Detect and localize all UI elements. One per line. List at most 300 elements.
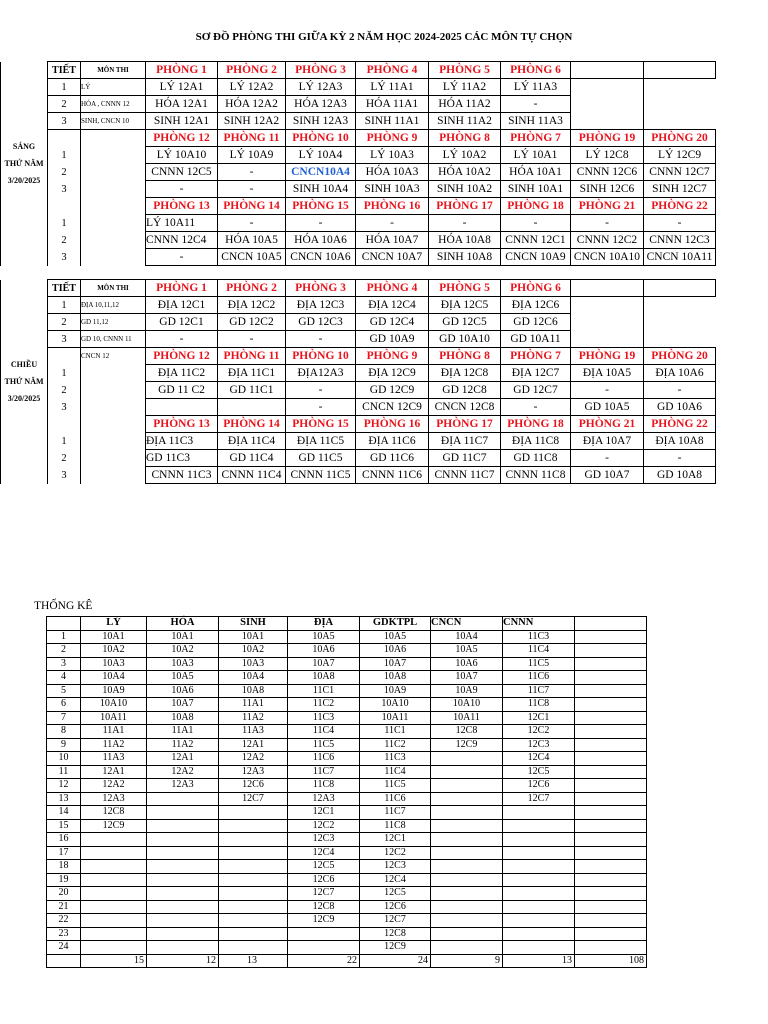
room-header <box>644 62 716 79</box>
tiet-number: 2 <box>48 232 81 249</box>
stats-class-cell: 12C7 <box>503 792 575 806</box>
mon-thi-header: MÔN THI <box>81 280 146 297</box>
stats-row-index: 20 <box>47 887 81 901</box>
session-cell <box>1 433 48 450</box>
room-header: PHÒNG 16 <box>356 198 429 215</box>
room-header: PHÒNG 22 <box>644 198 716 215</box>
session-label-cell <box>1 62 48 79</box>
stats-class-cell: 10A6 <box>360 644 431 658</box>
stats-class-cell: 12C1 <box>288 806 360 820</box>
stats-class-cell: 12C6 <box>503 779 575 793</box>
room-header: PHÒNG 7 <box>501 348 571 365</box>
mon-thi-header: MÔN THI <box>81 62 146 79</box>
exam-room-cell: GD 11C3 <box>146 450 218 467</box>
room-header <box>571 62 644 79</box>
exam-room-cell: LÝ 10A3 <box>356 147 429 164</box>
stats-row-index: 2 <box>47 644 81 658</box>
stats-class-cell <box>81 833 147 847</box>
stats-class-cell <box>219 846 288 860</box>
room-header: PHÒNG 14 <box>218 198 286 215</box>
stats-row-index: 3 <box>47 657 81 671</box>
stats-total-cell: 9 <box>431 954 503 968</box>
exam-room-cell: SINH 11A3 <box>501 113 571 130</box>
stats-class-cell <box>219 819 288 833</box>
room-header: PHÒNG 5 <box>429 280 501 297</box>
stats-class-cell: 12C3 <box>360 860 431 874</box>
stats-class-cell: 12C5 <box>288 860 360 874</box>
stats-class-cell: 12A2 <box>219 752 288 766</box>
stats-index-header <box>47 617 81 631</box>
stats-row-index: 5 <box>47 684 81 698</box>
exam-room-cell: - <box>146 331 218 348</box>
stats-class-cell <box>288 941 360 955</box>
stats-class-cell <box>147 927 219 941</box>
exam-room-cell: HÓA 12A3 <box>286 96 356 113</box>
exam-room-cell: SINH 10A1 <box>501 181 571 198</box>
exam-room-cell: SINH 10A4 <box>286 181 356 198</box>
exam-room-cell: LÝ 10A2 <box>429 147 501 164</box>
stats-row-index: 11 <box>47 765 81 779</box>
stats-class-cell: 12C3 <box>288 833 360 847</box>
stats-class-cell <box>147 833 219 847</box>
exam-room-cell: GD 11C8 <box>501 450 571 467</box>
stats-row-index: 8 <box>47 725 81 739</box>
exam-room-cell: ĐỊA12A3 <box>286 365 356 382</box>
room-header: PHÒNG 8 <box>429 348 501 365</box>
exam-room-cell <box>571 96 644 113</box>
subject-cell: GD 10, CNNN 11 <box>81 331 146 348</box>
stats-column-header: CNNN <box>503 617 575 631</box>
exam-room-cell: - <box>218 331 286 348</box>
tiet-number: 3 <box>48 249 81 266</box>
session-cell <box>1 130 48 198</box>
stats-class-cell <box>219 806 288 820</box>
stats-class-cell: 11C5 <box>503 657 575 671</box>
stats-class-cell: 10A5 <box>288 630 360 644</box>
stats-class-cell: 12A3 <box>81 792 147 806</box>
exam-room-cell: - <box>218 215 286 232</box>
stats-class-cell <box>503 846 575 860</box>
stats-class-cell: 10A3 <box>81 657 147 671</box>
exam-room-cell: CNCN 10A10 <box>571 249 644 266</box>
tiet-header: TIẾT <box>48 62 81 79</box>
stats-class-cell <box>219 833 288 847</box>
exam-room-cell: HÓA 10A2 <box>429 164 501 181</box>
subject-cell <box>81 399 146 416</box>
exam-room-cell: HÓA 10A5 <box>218 232 286 249</box>
stats-class-cell: 11C8 <box>503 698 575 712</box>
stats-total-label <box>47 954 81 968</box>
exam-room-cell: HÓA 11A1 <box>356 96 429 113</box>
stats-total-cell: 12 <box>147 954 219 968</box>
stats-row-index: 21 <box>47 900 81 914</box>
exam-room-cell: ĐỊA 11C3 <box>146 433 218 450</box>
room-header: PHÒNG 18 <box>501 198 571 215</box>
stats-class-cell: 12C1 <box>503 711 575 725</box>
page-title: SƠ ĐỒ PHÒNG THI GIỮA KỲ 2 NĂM HỌC 2024-2025 CÁC MÔN TỰ CHỌN <box>195 31 573 43</box>
stats-class-cell <box>81 941 147 955</box>
subject-cell <box>81 232 146 249</box>
stats-blank-cell <box>575 927 647 941</box>
exam-room-cell: CNNN 11C8 <box>501 467 571 484</box>
stats-class-cell: 10A1 <box>81 630 147 644</box>
session-label-line: CHIỀU <box>10 360 38 369</box>
exam-room-cell: CNCN 12C8 <box>429 399 501 416</box>
stats-blank-cell <box>575 860 647 874</box>
stats-blank-cell <box>575 711 647 725</box>
room-header: PHÒNG 2 <box>218 62 286 79</box>
stats-class-cell: 12C4 <box>503 752 575 766</box>
session-cell <box>1 348 48 416</box>
stats-row-index: 9 <box>47 738 81 752</box>
stats-class-cell: 12C9 <box>431 738 503 752</box>
exam-room-cell: SINH 12C7 <box>644 181 716 198</box>
stats-class-cell: 12C2 <box>360 846 431 860</box>
exam-room-cell: GD 11C6 <box>356 450 429 467</box>
stats-class-cell <box>219 860 288 874</box>
stats-blank-cell <box>575 941 647 955</box>
stats-class-cell: 12C2 <box>288 819 360 833</box>
stats-class-cell: 11A2 <box>147 738 219 752</box>
stats-table <box>46 616 647 968</box>
room-header: PHÒNG 7 <box>501 130 571 147</box>
stats-class-cell: 10A10 <box>81 698 147 712</box>
stats-row-index: 16 <box>47 833 81 847</box>
stats-class-cell <box>219 887 288 901</box>
stats-class-cell <box>431 779 503 793</box>
stats-class-cell <box>147 846 219 860</box>
exam-room-cell: ĐỊA 12C5 <box>429 297 501 314</box>
exam-room-cell: SINH 12A2 <box>218 113 286 130</box>
stats-class-cell <box>431 900 503 914</box>
exam-room-cell: SINH 10A3 <box>356 181 429 198</box>
room-header: PHÒNG 1 <box>146 62 218 79</box>
tiet-number: 2 <box>48 382 81 399</box>
tiet-number: 1 <box>48 147 81 164</box>
stats-blank-cell <box>575 887 647 901</box>
exam-room-cell: HÓA 10A7 <box>356 232 429 249</box>
stats-class-cell: 12C8 <box>81 806 147 820</box>
session-cell <box>1 96 48 113</box>
exam-room-cell: LÝ 12C8 <box>571 147 644 164</box>
stats-class-cell: 12C8 <box>360 927 431 941</box>
exam-room-cell <box>571 297 644 314</box>
exam-room-cell: ĐỊA 12C2 <box>218 297 286 314</box>
exam-room-cell: GD 12C5 <box>429 314 501 331</box>
stats-class-cell: 12C5 <box>360 887 431 901</box>
exam-room-cell <box>644 113 716 130</box>
exam-room-cell: LÝ 12C9 <box>644 147 716 164</box>
exam-room-cell: ĐỊA 12C6 <box>501 297 571 314</box>
stats-blank-cell <box>575 914 647 928</box>
stats-class-cell: 12C2 <box>503 725 575 739</box>
stats-total-cell: 15 <box>81 954 147 968</box>
stats-class-cell: 11C6 <box>360 792 431 806</box>
exam-room-cell: CNCN 12C9 <box>356 399 429 416</box>
exam-room-cell: CNNN 12C7 <box>644 164 716 181</box>
stats-column-header: GDKTPL <box>360 617 431 631</box>
room-header: PHÒNG 4 <box>356 62 429 79</box>
session-label-line: 3/20/2025 <box>7 176 41 185</box>
stats-class-cell <box>503 900 575 914</box>
stats-column-header: CNCN <box>431 617 503 631</box>
exam-room-cell <box>644 96 716 113</box>
stats-row-index: 23 <box>47 927 81 941</box>
stats-class-cell <box>147 792 219 806</box>
exam-room-cell: - <box>644 215 716 232</box>
stats-class-cell: 10A2 <box>147 644 219 658</box>
room-header: PHÒNG 20 <box>644 348 716 365</box>
exam-room-cell: ĐỊA 11C8 <box>501 433 571 450</box>
exam-room-cell: HÓA 10A8 <box>429 232 501 249</box>
exam-room-cell: - <box>286 215 356 232</box>
stats-class-cell: 10A6 <box>288 644 360 658</box>
room-header: PHÒNG 17 <box>429 416 501 433</box>
morning-schedule-table <box>0 61 716 266</box>
stats-class-cell: 12A3 <box>288 792 360 806</box>
exam-room-cell: ĐỊA 10A5 <box>571 365 644 382</box>
stats-class-cell: 11C2 <box>288 698 360 712</box>
tiet-number: 1 <box>48 297 81 314</box>
stats-row-index: 19 <box>47 873 81 887</box>
exam-room-cell: - <box>286 382 356 399</box>
exam-room-cell: CNNN 11C4 <box>218 467 286 484</box>
stats-class-cell: 10A2 <box>219 644 288 658</box>
room-header: PHÒNG 21 <box>571 416 644 433</box>
exam-room-cell: SINH 12A1 <box>146 113 218 130</box>
exam-room-cell: LÝ 11A2 <box>429 79 501 96</box>
exam-room-cell: SINH 11A2 <box>429 113 501 130</box>
session-cell <box>1 314 48 331</box>
exam-room-cell: CNNN 12C5 <box>146 164 218 181</box>
stats-class-cell <box>431 887 503 901</box>
exam-room-cell: GD 11 C2 <box>146 382 218 399</box>
stats-blank-cell <box>575 792 647 806</box>
stats-class-cell: 12A2 <box>81 779 147 793</box>
stats-column-header: LÝ <box>81 617 147 631</box>
exam-room-cell: SINH 12A3 <box>286 113 356 130</box>
tiet-blank <box>48 130 81 147</box>
stats-class-cell: 10A10 <box>360 698 431 712</box>
exam-room-cell: GD 12C6 <box>501 314 571 331</box>
stats-class-cell: 11C5 <box>360 779 431 793</box>
exam-room-cell: ĐỊA 12C9 <box>356 365 429 382</box>
stats-row-index: 1 <box>47 630 81 644</box>
tiet-number: 2 <box>48 450 81 467</box>
subject-cell <box>81 198 146 215</box>
stats-total-cell: 24 <box>360 954 431 968</box>
afternoon-schedule-table <box>0 279 716 484</box>
stats-blank-cell <box>575 806 647 820</box>
stats-class-cell: 12C8 <box>431 725 503 739</box>
stats-class-cell <box>431 765 503 779</box>
stats-class-cell <box>219 914 288 928</box>
stats-row-index: 12 <box>47 779 81 793</box>
room-header: PHÒNG 15 <box>286 198 356 215</box>
tiet-blank <box>48 348 81 365</box>
exam-room-cell: GD 11C1 <box>218 382 286 399</box>
exam-room-cell: CNNN 12C6 <box>571 164 644 181</box>
exam-room-cell: GD 12C7 <box>501 382 571 399</box>
room-header: PHÒNG 22 <box>644 416 716 433</box>
exam-room-cell: SINH 11A1 <box>356 113 429 130</box>
subject-cell <box>81 181 146 198</box>
exam-room-cell: - <box>644 382 716 399</box>
stats-class-cell: 10A7 <box>360 657 431 671</box>
stats-class-cell: 11C7 <box>288 765 360 779</box>
exam-room-cell: ĐỊA 10A6 <box>644 365 716 382</box>
room-header: PHÒNG 10 <box>286 130 356 147</box>
stats-column-header: HÓA <box>147 617 219 631</box>
exam-room-cell: ĐỊA 12C8 <box>429 365 501 382</box>
exam-room-cell: GD 11C7 <box>429 450 501 467</box>
session-cell <box>1 467 48 484</box>
room-header: PHÒNG 18 <box>501 416 571 433</box>
session-cell <box>1 450 48 467</box>
stats-class-cell: 10A11 <box>360 711 431 725</box>
stats-column-header: ĐỊA <box>288 617 360 631</box>
exam-room-cell: CNNN 11C7 <box>429 467 501 484</box>
stats-row-index: 14 <box>47 806 81 820</box>
room-header: PHÒNG 11 <box>218 130 286 147</box>
stats-class-cell: 12C6 <box>288 873 360 887</box>
stats-class-cell: 12C6 <box>360 900 431 914</box>
stats-row-index: 7 <box>47 711 81 725</box>
exam-room-cell <box>218 399 286 416</box>
exam-room-cell: CNNN 11C6 <box>356 467 429 484</box>
exam-room-cell: ĐỊA 10A7 <box>571 433 644 450</box>
stats-class-cell <box>431 752 503 766</box>
exam-room-cell: LÝ 11A1 <box>356 79 429 96</box>
stats-blank-cell <box>575 873 647 887</box>
stats-class-cell: 10A10 <box>431 698 503 712</box>
session-label-line: SÁNG <box>12 142 36 151</box>
stats-class-cell: 12A1 <box>147 752 219 766</box>
exam-room-cell: LÝ 10A1 <box>501 147 571 164</box>
exam-room-cell: GD 10A9 <box>356 331 429 348</box>
stats-class-cell <box>81 914 147 928</box>
exam-room-cell: LÝ 12A2 <box>218 79 286 96</box>
stats-class-cell <box>81 846 147 860</box>
session-cell <box>1 232 48 249</box>
stats-total-cell: 108 <box>575 954 647 968</box>
exam-room-cell: GD 11C5 <box>286 450 356 467</box>
stats-class-cell <box>147 873 219 887</box>
subject-cell: HÓA , CNNN 12 <box>81 96 146 113</box>
stats-row-index: 13 <box>47 792 81 806</box>
stats-class-cell <box>503 833 575 847</box>
stats-class-cell <box>81 860 147 874</box>
exam-room-cell: - <box>429 215 501 232</box>
exam-room-cell: SINH 10A8 <box>429 249 501 266</box>
stats-class-cell <box>503 806 575 820</box>
stats-class-cell: 11C7 <box>360 806 431 820</box>
tiet-number: 2 <box>48 96 81 113</box>
tiet-number: 3 <box>48 331 81 348</box>
stats-class-cell: 10A8 <box>360 671 431 685</box>
stats-class-cell: 11A2 <box>81 738 147 752</box>
stats-class-cell <box>431 860 503 874</box>
stats-class-cell <box>431 792 503 806</box>
exam-room-cell: HÓA 10A1 <box>501 164 571 181</box>
stats-class-cell: 10A5 <box>147 671 219 685</box>
exam-room-cell: - <box>356 215 429 232</box>
room-header <box>571 280 644 297</box>
stats-class-cell: 12C9 <box>81 819 147 833</box>
exam-room-cell <box>571 331 644 348</box>
exam-room-cell: ĐỊA 11C7 <box>429 433 501 450</box>
session-cell <box>1 113 48 130</box>
exam-room-cell: GD 12C1 <box>146 314 218 331</box>
stats-class-cell: 12A1 <box>81 765 147 779</box>
room-header: PHÒNG 11 <box>218 348 286 365</box>
session-cell <box>1 215 48 232</box>
exam-room-cell: HÓA 11A2 <box>429 96 501 113</box>
exam-room-cell: CNCN 10A6 <box>286 249 356 266</box>
stats-class-cell <box>147 819 219 833</box>
stats-class-cell <box>431 927 503 941</box>
stats-class-cell <box>288 927 360 941</box>
exam-room-cell <box>644 314 716 331</box>
subject-cell <box>81 249 146 266</box>
stats-class-cell: 11C1 <box>288 684 360 698</box>
exam-room-cell: ĐỊA 11C6 <box>356 433 429 450</box>
stats-class-cell: 12C8 <box>288 900 360 914</box>
exam-room-cell: ĐỊA 12C7 <box>501 365 571 382</box>
session-label-line: 3/20/2025 <box>7 394 41 403</box>
stats-class-cell: 10A1 <box>219 630 288 644</box>
stats-blank-cell <box>575 833 647 847</box>
exam-room-cell: CNCN 10A9 <box>501 249 571 266</box>
exam-room-cell: CNCN 10A7 <box>356 249 429 266</box>
room-header: PHÒNG 4 <box>356 280 429 297</box>
exam-room-cell: GD 12C3 <box>286 314 356 331</box>
stats-class-cell: 11C6 <box>288 752 360 766</box>
stats-class-cell <box>219 941 288 955</box>
exam-room-cell: - <box>146 249 218 266</box>
exam-room-cell: LÝ 12A1 <box>146 79 218 96</box>
stats-class-cell: 10A11 <box>431 711 503 725</box>
exam-room-cell: LÝ 12A3 <box>286 79 356 96</box>
stats-class-cell <box>147 914 219 928</box>
stats-class-cell: 11C3 <box>503 630 575 644</box>
room-header: PHÒNG 6 <box>501 62 571 79</box>
stats-class-cell: 11A1 <box>147 725 219 739</box>
exam-room-cell: CNNN 12C2 <box>571 232 644 249</box>
stats-class-cell: 11C1 <box>360 725 431 739</box>
tiet-number: 2 <box>48 164 81 181</box>
stats-class-cell <box>503 941 575 955</box>
stats-class-cell: 10A7 <box>147 698 219 712</box>
session-label-cell <box>1 280 48 297</box>
exam-room-cell: HÓA 12A1 <box>146 96 218 113</box>
stats-class-cell: 11A1 <box>81 725 147 739</box>
stats-class-cell: 10A1 <box>147 630 219 644</box>
room-header: PHÒNG 19 <box>571 130 644 147</box>
stats-total-cell: 13 <box>219 954 288 968</box>
tiet-number: 1 <box>48 215 81 232</box>
stats-column-header: SINH <box>219 617 288 631</box>
stats-class-cell: 12C3 <box>503 738 575 752</box>
stats-class-cell: 10A9 <box>81 684 147 698</box>
tiet-blank <box>48 198 81 215</box>
session-label-line: THỨ NĂM <box>4 377 44 386</box>
stats-class-cell <box>147 860 219 874</box>
tiet-number: 1 <box>48 433 81 450</box>
stats-class-cell <box>503 860 575 874</box>
stats-class-cell: 10A9 <box>431 684 503 698</box>
session-cell <box>1 416 48 433</box>
